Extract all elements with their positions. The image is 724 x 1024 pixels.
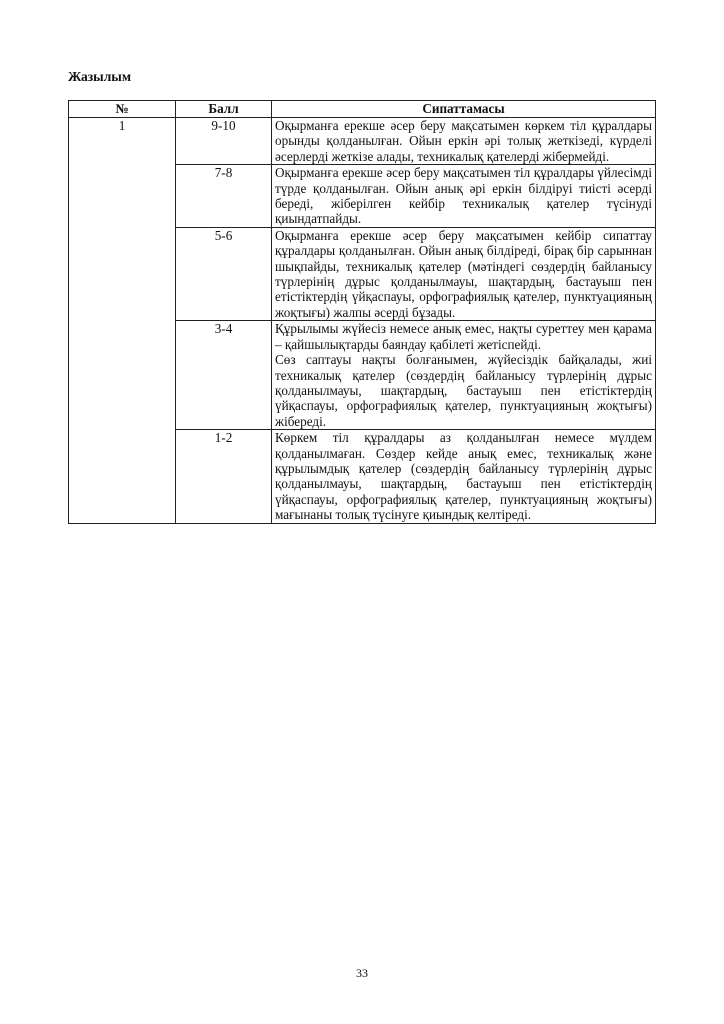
description-cell	[272, 430, 656, 523]
description-cell	[272, 321, 656, 430]
score-cell: 5-6	[176, 227, 272, 320]
score-cell: 1-2	[176, 430, 272, 523]
header-number: №	[69, 101, 176, 118]
description-text: Оқырманға ерекше әсер беру мақсатымен кейбір сипаттау құралдары қолданылған. Ойын анық білдіреді, бірақ бір сарыннан шықпайды, техникалық қателер (мәтіндегі сөздердің байланысу түрлерінің дұрыс қолданылмауы, шақтардың, бастауыш пен етістіктердің үйқаспауы, орфографиялық қателер, пунктуацияның жоқтығы) жалпы әсерді бұзады.	[275, 227, 652, 320]
description-text: Сөз саптауы нақты болғанымен, жүйесіздік байқалады, жиі техникалық қателер (сөздердің байланысу түрлерінің дұрыс қолданылмауы, шақтардың, бастауыш пен етістіктердің үйқаспауы, орфографиялық қателер, пунктуацияның жоқтығы) жібереді.	[275, 352, 652, 429]
description-cell	[272, 227, 656, 320]
description-text: Оқырманға ерекше әсер беру мақсатымен тіл құралдары үйлесімді түрде қолданылған. Ойын анық әрі еркін білдіруі тиісті әсерді береді, жіберілген кейбір техникалық қателер түсінуді қиындатпайды.	[275, 165, 652, 227]
page-number: 33	[356, 966, 368, 980]
header-score: Балл	[176, 101, 272, 118]
table-header-row	[69, 101, 656, 118]
description-text: Құрылымы жүйесіз немесе анық емес, нақты суреттеу мен қарама – қайшылықтарды баяндау қабілеті жетіспейді.	[275, 321, 652, 352]
description-text: Оқырманға ерекше әсер беру мақсатымен көркем тіл құралдары орынды қолданылған. Ойын еркін әрі толық жеткізеді, күрделі әсерлерді жеткізе алады, техникалық қателерді жібермейді.	[275, 118, 652, 164]
rubric-table	[68, 100, 656, 524]
description-cell	[272, 165, 656, 228]
description-cell	[272, 118, 656, 165]
header-description: Сипаттамасы	[272, 101, 656, 118]
section-title: Жазылым	[68, 69, 132, 84]
row-number: 1	[69, 118, 176, 524]
description-text: Көркем тіл құралдары аз қолданылған немесе мүлдем қолданылмаған. Сөздер кейде анық емес, техникалық және құрылымдық қателер (сөздердің байланысу түрлерінің дұрыс қолданылмауы, шақтардың, бастауыш пен етістіктердің үйқаспауы, орфографиялық қателер, пунктуацияның жоқтығы) мағынаны толық түсінуге қиындық келтіреді.	[275, 430, 652, 523]
table-row	[69, 118, 656, 165]
score-cell: 3-4	[176, 321, 272, 430]
table-body	[69, 118, 656, 524]
score-cell: 9-10	[176, 118, 272, 165]
score-cell: 7-8	[176, 165, 272, 228]
